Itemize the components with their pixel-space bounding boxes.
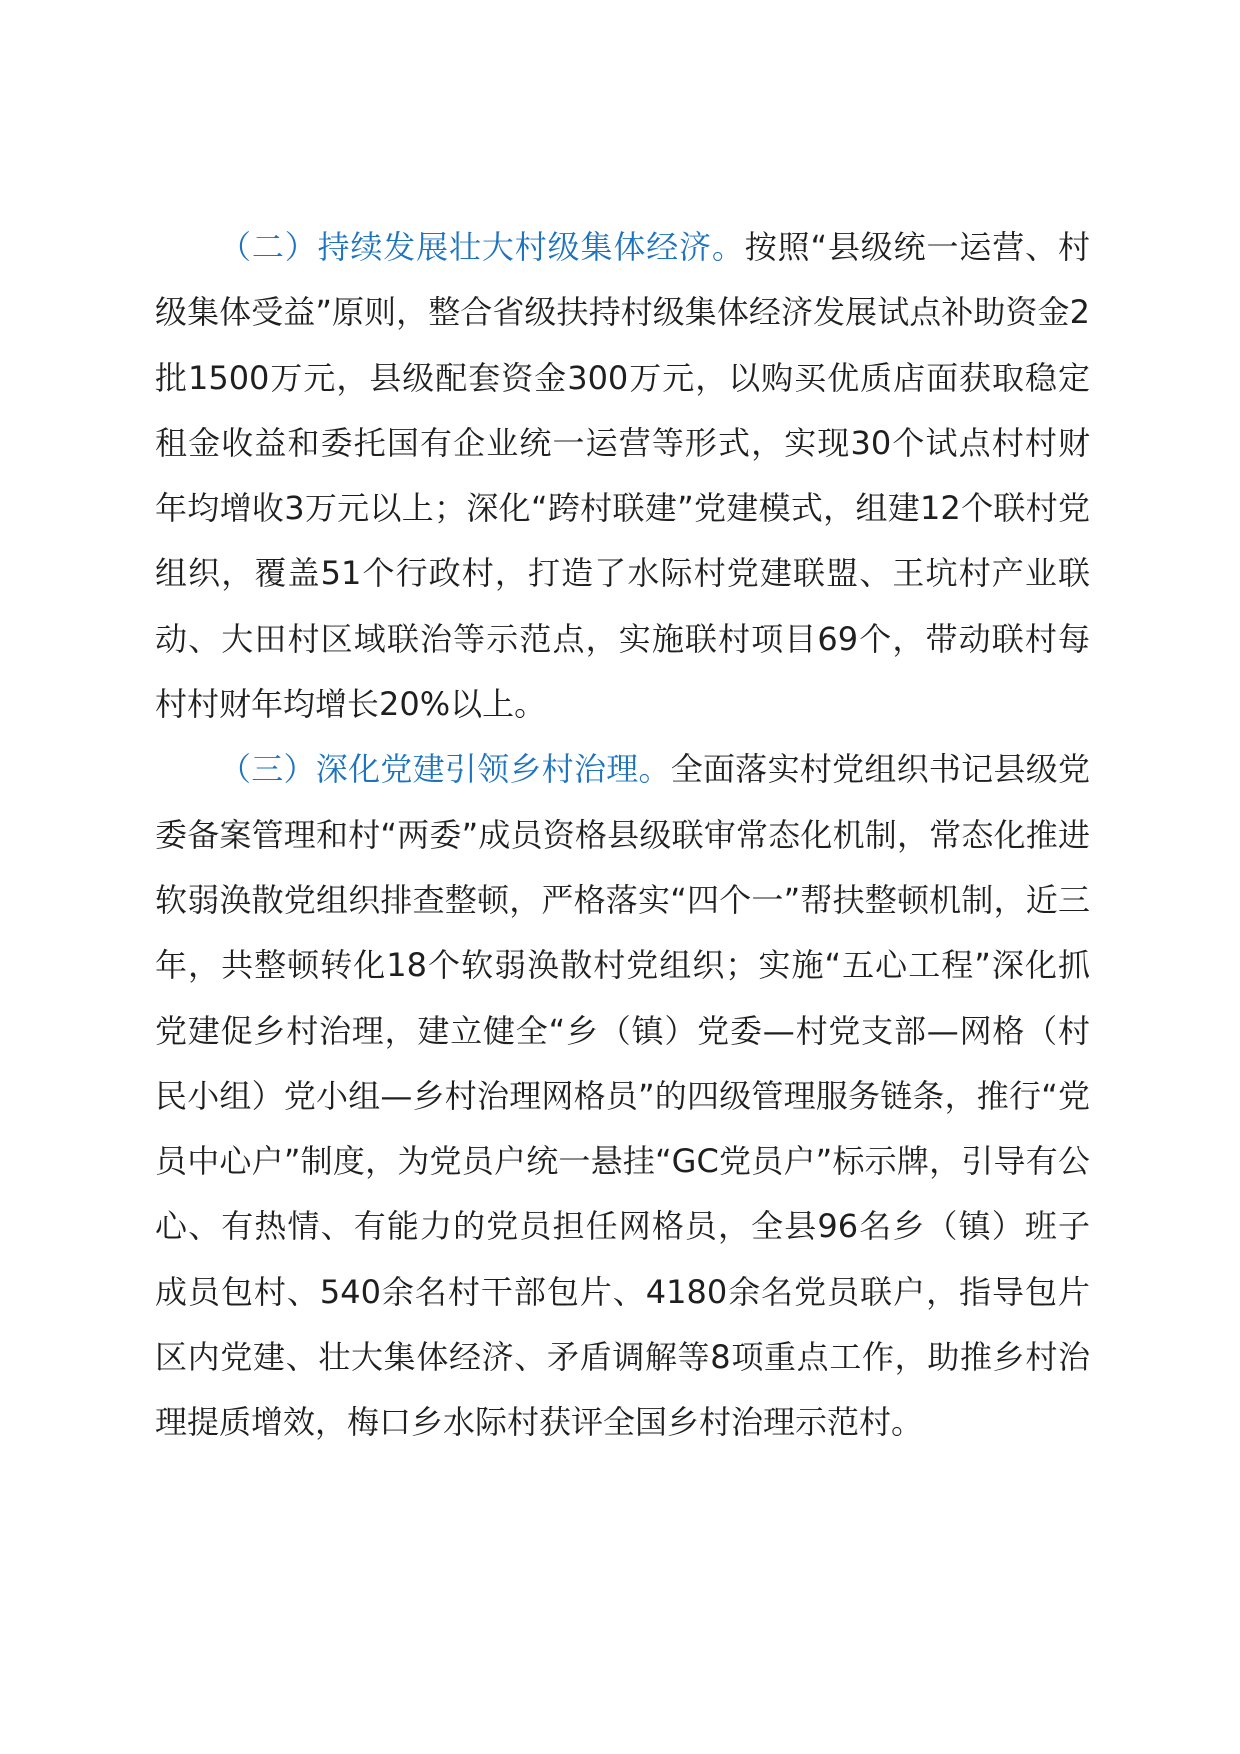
section-body-2: 按照“县级统一运营、村级集体受益”原则，整合省级扶持村级集体经济发展试点补助资金2批1500万元，县级配套资金300万元，以购买优质店面获取稳定租金收益和委托国有企业统一运营等形式，实现30个试点村村财年均增收3万元以上；深化“跨村联建”党建模式，组建12个联村党组织，覆盖51个行政村，打造了水际村党建联盟、王坑村产业联动、大田村区域联治等示范点，实施联村项目69个，带动联村每村村财年均增长20%以上。 [155,228,1090,724]
section-paragraph-3 [155,737,1090,1455]
section-body-3: 全面落实村党组织书记县级党委备案管理和村“两委”成员资格县级联审常态化机制，常态化推进软弱涣散党组织排查整顿，严格落实“四个一”帮扶整顿机制，近三年，共整顿转化18个软弱涣散村党组织；实施“五心工程”深化抓党建促乡村治理，建立健全“乡（镇）党委—村党支部—网格（村民小组）党小组—乡村治理网格员”的四级管理服务链条，推行“党员中心户”制度，为党员户统一悬挂“GC党员户”标示牌，引导有公心、有热情、有能力的党员担任网格员，全县96名乡（镇）班子成员包村、540余名村干部包片、4180余名党员联户，指导包片区内党建、壮大集体经济、矛盾调解等8项重点工作，助推乡村治理提质增效，梅口乡水际村获评全国乡村治理示范村。 [155,750,1090,1442]
document-body [155,215,1090,1456]
section-paragraph-2 [155,215,1090,737]
section-heading-3: （三）深化党建引领乡村治理。 [219,750,671,789]
section-heading-2: （二）持续发展壮大村级集体经济。 [219,228,745,266]
